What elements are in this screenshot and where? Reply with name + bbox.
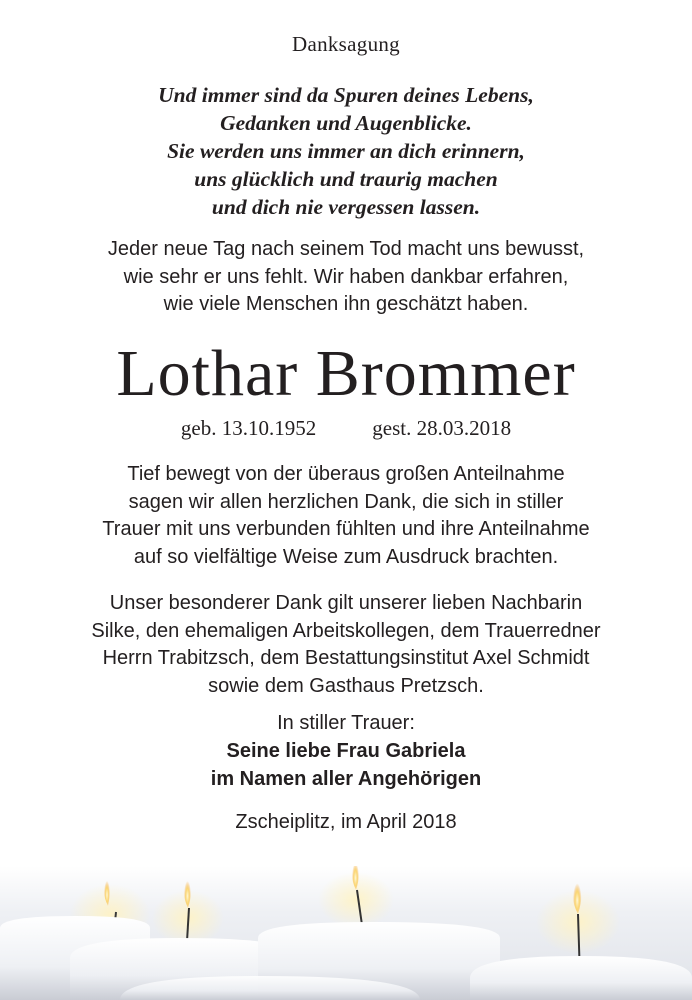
place-date: Zscheiplitz, im April 2018 xyxy=(235,811,457,833)
intro-paragraph xyxy=(0,236,692,319)
intro-line: Jeder neue Tag nach seinem Tod macht uns bewusst, xyxy=(107,238,585,260)
thanks-line: auf so vielfältige Weise zum Ausdruck brachten. xyxy=(133,545,559,568)
verse-line: uns glücklich und traurig machen xyxy=(194,167,498,191)
special-thanks-paragraph xyxy=(0,590,692,700)
thanks-paragraph xyxy=(0,461,692,571)
thanks-line: Trauer mit uns verbunden fühlten und ihre Anteilnahme xyxy=(102,518,590,540)
thanks-line: sagen wir allen herzlichen Dank, die sich in stiller xyxy=(128,490,564,513)
verse-block xyxy=(0,81,692,221)
intro-line: wie sehr er uns fehlt. Wir haben dankbar erfahren, xyxy=(123,265,569,288)
death-date: gest. 28.03.2018 xyxy=(372,416,512,440)
birth-date: geb. 13.10.1952 xyxy=(180,416,317,440)
candles-image xyxy=(0,866,692,1000)
special-thanks-line: Herrn Trabitzsch, dem Bestattungsinstitut Axel Schmidt xyxy=(102,647,590,669)
special-thanks-line: Silke, den ehemaligen Arbeitskollegen, dem Trauerredner xyxy=(91,619,601,642)
mourners-names xyxy=(0,738,692,793)
verse-line: Gedanken und Augenblicke. xyxy=(220,111,472,135)
thanks-line: Tief bewegt von der überaus großen Anteilnahme xyxy=(127,463,565,485)
heading: Danksagung xyxy=(292,32,400,56)
intro-line: wie viele Menschen ihn geschätzt haben. xyxy=(163,293,529,315)
mourner-line: im Namen aller Angehörigen xyxy=(210,767,482,790)
mourner-line: Seine liebe Frau Gabriela xyxy=(226,740,466,762)
mourning-label: In stiller Trauer: xyxy=(277,712,415,734)
special-thanks-line: Unser besonderer Dank gilt unserer lieben Nachbarin xyxy=(109,592,583,614)
verse-line: Und immer sind da Spuren deines Lebens, xyxy=(158,83,534,107)
life-dates xyxy=(0,414,692,442)
verse-line: und dich nie vergessen lassen. xyxy=(211,195,481,219)
deceased-name: Lothar Brommer xyxy=(116,337,576,410)
special-thanks-line: sowie dem Gasthaus Pretzsch. xyxy=(208,674,484,697)
verse-line: Sie werden uns immer an dich erinnern, xyxy=(167,139,525,163)
